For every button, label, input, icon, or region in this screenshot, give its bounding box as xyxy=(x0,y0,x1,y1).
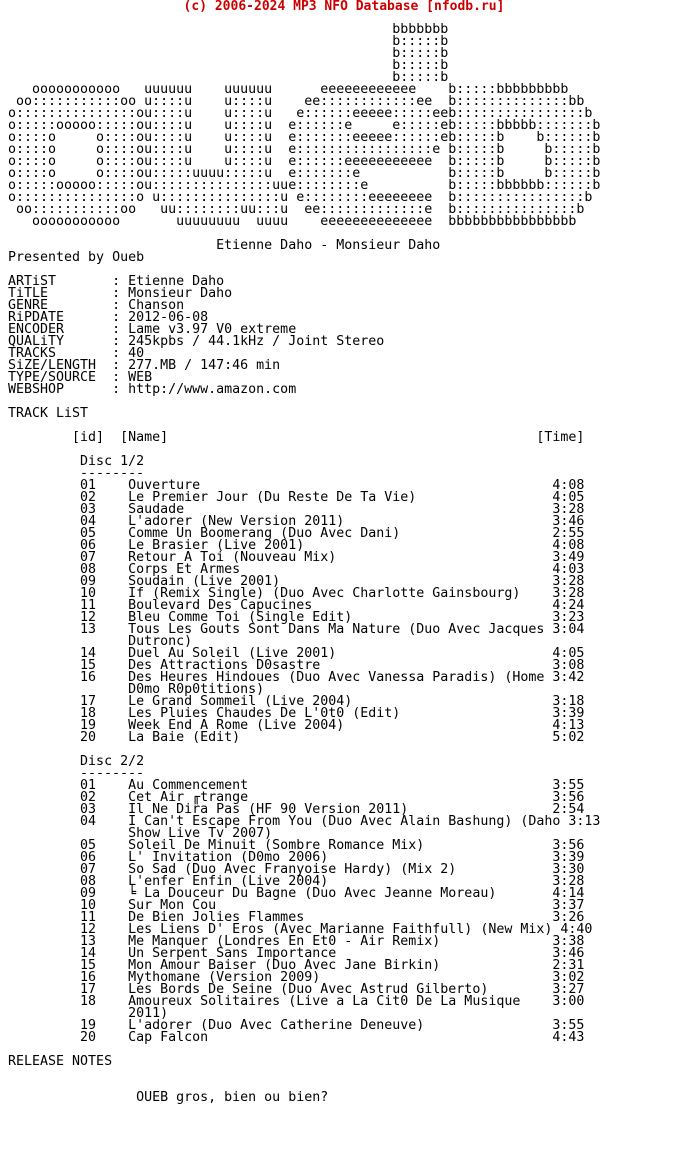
nfo-text-body: bbbbbbb b:::::b b:::::b b:::::b b:::::b ooooooooooo uuuuuu uuuuuu eeeeeeeeeeee b:::::bbbbbbbbb oo:::::::::::oo u::::u u::::u ee::::::::::::ee b::::::::::::::bb o:::::::::::::::ou::::u u::::u e::::::eeeee:::::eeb::::::::::::::::b o:::::ooooo:::::ou::::u u::::u e::::::e e:::::eb:::::bbbbb:::::::b o::::o o::::ou::::u u::::u e:::::::eeeee::::::eb:::::b b::::::b o::::o o::::ou::::u u::::u e:::::::::::::::::e b:::::b b:::::b o::::o o::::ou::::u u::::u e::::::eeeeeeeeeee b:::::b b:::::b o::::o o::::ou:::::uuuu:::::u e:::::::e b:::::b b:::::b o:::::ooooo:::::ou:::::::::::::::uue::::::::e b:::::bbbbbb::::::b o:::::::::::::::o u:::::::::::::::u e::::::::eeeeeeee b::::::::::::::::b oo:::::::::::oo uu::::::::uu:::u ee:::::::::::::e b:::::::::::::::b ooooooooooo uuuuuuuu uuuu eeeeeeeeeeeeee bbbbbbbbbbbbbbbb Etienne Daho - Monsieur Daho Presented by Oueb ARTiST : Etienne Daho TiTLE : Monsieur Daho GENRE : Chanson RiPDATE : 2012-06-08 ENCODER : Lame v3.97 V0 extreme QUALiTY : 245kpbs / 44.1kHz / Joint Stereo TRACKS : 40 SiZE/LENGTH : 277.MB / 147:46 min TYPE/SOURCE : WEB WEBSHOP : http://www.amazon.com TRACK LiST [id] [Name] [Time] Disc 1/2 -------- 01 Ouverture 4:08 02 Le Premier Jour (Du Reste De Ta Vie) 4:05 03 Saudade 3:28 04 L'adorer (New Version 2011) 3:46 05 Comme Un Boomerang (Duo Avec Dani) 2:55 06 Le Brasier (Live 2001) 4:08 07 Retour A Toi (Nouveau Mix) 3:49 08 Corps Et Armes 4:03 09 Soudain (Live 2001) 3:28 10 If (Remix Single) (Duo Avec Charlotte Gainsbourg) 3:28 11 Boulevard Des Capucines 4:24 12 Bleu Comme Toi (Single Edit) 3:23 13 Tous Les Gouts Sont Dans Ma Nature (Duo Avec Jacques 3:04 Dutronc) 14 Duel Au Soleil (Live 2001) 4:05 15 Des Attractions D0sastre 3:08 16 Des Heures Hindoues (Duo Avec Vanessa Paradis) (Home 3:42 D0mo R0p0titions) 17 Le Grand Sommeil (Live 2004) 3:18 18 Les Pluies Chaudes De L'0t0 (Edit) 3:39 19 Week End A Rome (Live 2004) 4:13 20 La Baie (Edit) 5:02 Disc 2/2 -------- 01 Au Commencement 3:55 02 Cet Air ╓trange 3:56 03 Il Ne Dira Pas (HF 90 Version 2011) 2:54 04 I Can't Escape From You (Duo Avec Alain Bashung) (Daho 3:13 Show Live Tv 2007) 05 Soleil De Minuit (Sombre Romance Mix) 3:56 06 L' Invitation (D0mo 2006) 3:39 07 So Sad (Duo Avec Franуoise Hardy) (Mix 2) 3:30 08 L'enfer Enfin (Live 2004) 3:28 09 ╘ La Douceur Du Bagne (Duo Avec Jeanne Moreau) 4:14 10 Sur Mon Cou 3:37 11 De Bien Jolies Flammes 3:26 12 Les Liens D' Eros (Avec Marianne Faithfull) (New Mix) 4:40 13 Me Manquer (Londres En Et0 - Air Remix) 3:38 14 Un Serpent Sans Importance 3:46 15 Mon Amour Baiser (Duo Avec Jane Birkin) 2:31 16 Mythomane (Version 2009) 3:02 17 Les Bords De Seine (Duo Avec Astrud Gilberto) 3:27 18 Amoureux Solitaires (Live a La Cit0 De La Musique 3:00 2011) 19 L'adorer (Duo Avec Catherine Deneuve) 3:55 20 Cap Falcon 4:43 RELEASE NOTES OUEB gros, bien ou bien? xyxy=(8,22,601,1105)
site-header-title: (c) 2006-2024 MP3 NFO Database [nfodb.ru] xyxy=(183,0,505,14)
